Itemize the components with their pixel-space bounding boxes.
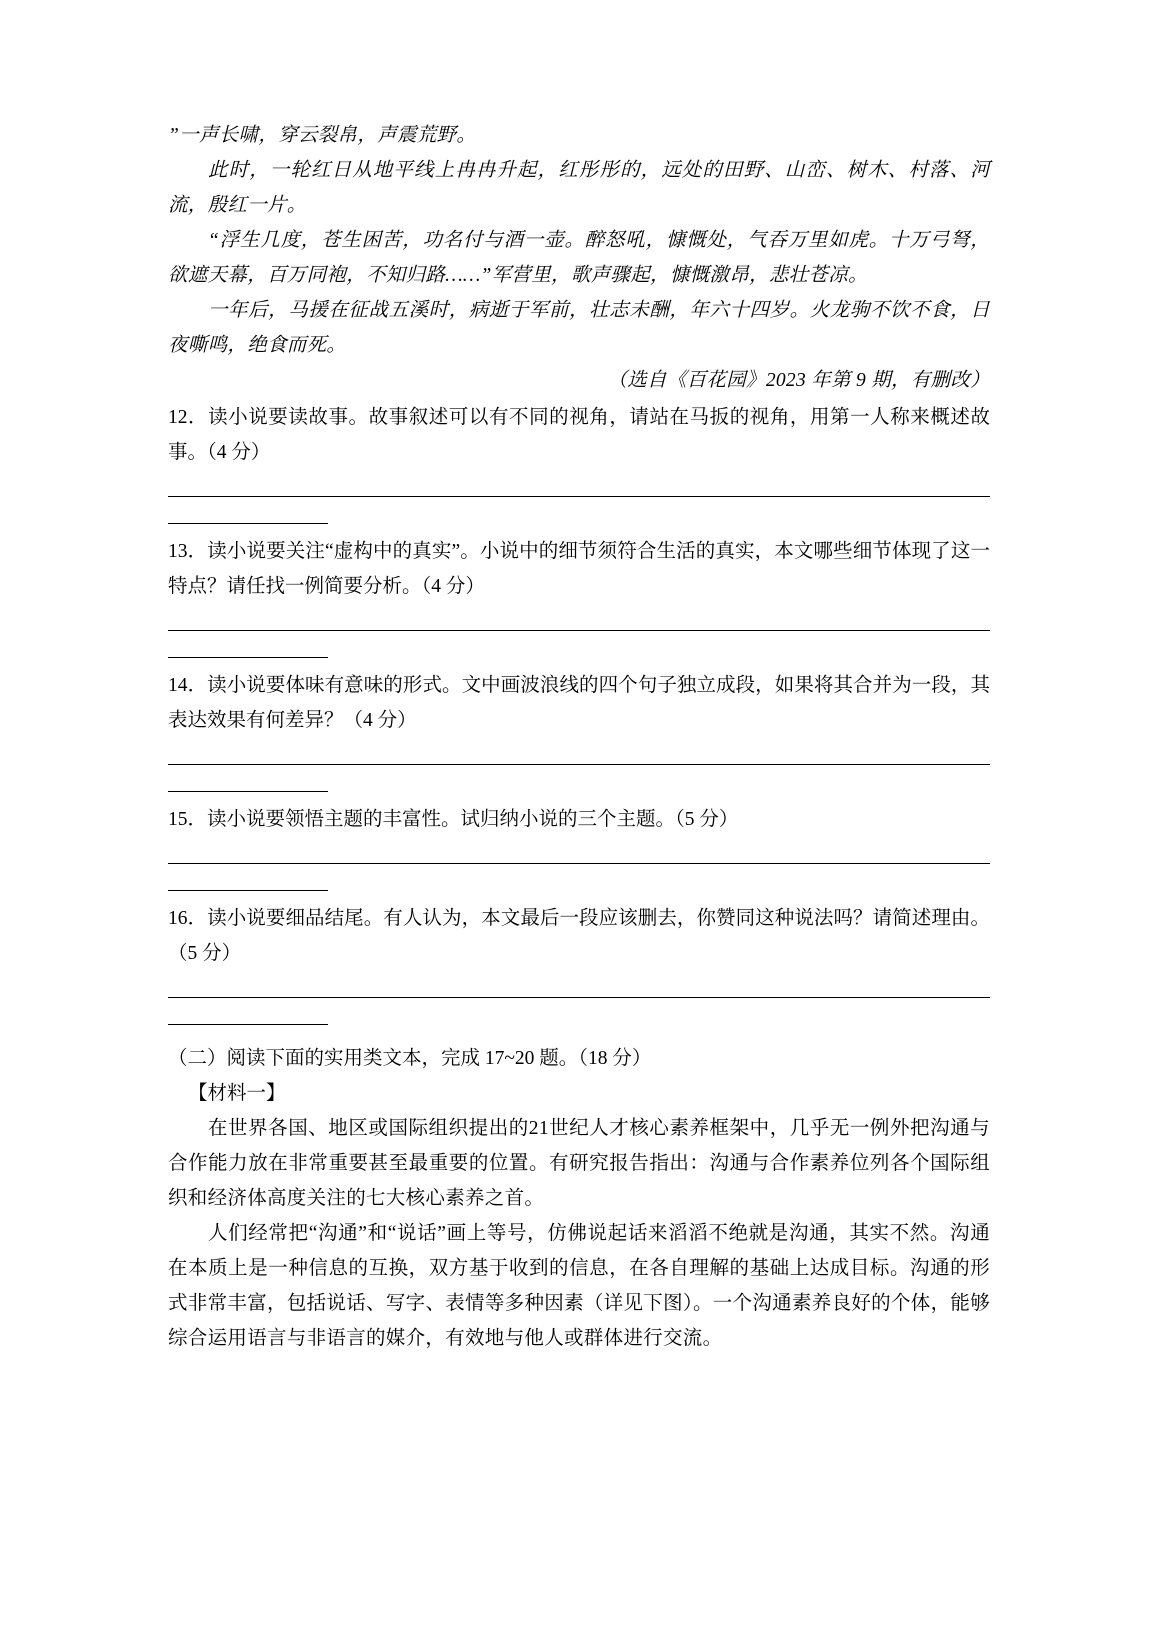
question-16 (168, 901, 990, 1025)
question-15-text (168, 802, 990, 837)
question-14 (168, 668, 990, 792)
answer-line[interactable] (168, 863, 990, 864)
spacer (168, 524, 990, 532)
question-13 (168, 534, 990, 658)
question-16-number: 16． (168, 908, 208, 929)
answer-line[interactable] (168, 764, 990, 765)
question-16-text (168, 901, 990, 971)
question-12 (168, 400, 990, 524)
question-15-answer-area[interactable] (168, 863, 990, 891)
section-2-heading: （二）阅读下面的实用类文本，完成 17~20 题。（18 分） (168, 1048, 652, 1069)
excerpt-paragraph-3: 一年后，马援在征战五溪时，病逝于军前，壮志未酬，年六十四岁。火龙驹不饮不食，日夜嘶鸣，绝食而死。 (168, 300, 990, 356)
question-16-body: 读小说要细品结尾。有人认为，本文最后一段应该删去，你赞同这种说法吗？请简述理由。（5 分） (168, 908, 990, 964)
question-13-body: 读小说要关注“虚构中的真实”。小说中的细节须符合生活的真实，本文哪些细节体现了这一特点？请任找一例简要分析。（4 分） (168, 541, 990, 597)
spacer (168, 891, 990, 899)
question-16-answer-area[interactable] (168, 997, 990, 1025)
question-12-number: 12． (168, 407, 209, 428)
question-14-number: 14． (168, 675, 208, 696)
page-content (168, 118, 990, 1356)
question-14-text (168, 668, 990, 738)
material-one-paragraph-1: 在世界各国、地区或国际组织提出的21世纪人才核心素养框架中，几乎无一例外把沟通与合作能力放在非常重要甚至最重要的位置。有研究报告指出：沟通与合作素养位列各个国际组织和经济体高度关注的七大核心素养之首。 (168, 1118, 990, 1209)
excerpt-paragraph-1: 此时，一轮红日从地平线上冉冉升起，红彤彤的，远处的田野、山峦、树木、村落、河流，殷红一片。 (168, 160, 990, 216)
question-15-number: 15． (168, 809, 208, 830)
answer-line[interactable] (168, 630, 990, 631)
question-12-body: 读小说要读故事。故事叙述可以有不同的视角，请站在马扳的视角，用第一人称来概述故事。（4 分） (168, 407, 990, 463)
question-15 (168, 802, 990, 891)
excerpt-paragraph-2: “浮生几度，苍生困苦，功名付与酒一壶。醉怒吼，慷慨处，气吞万里如虎。十万弓弩，欲遮天幕，百万同袍，不知归路……”军营里，歌声骤起，慷慨激昂，悲壮苍凉。 (168, 230, 990, 286)
question-13-text (168, 534, 990, 604)
question-14-body: 读小说要体味有意味的形式。文中画波浪线的四个句子独立成段，如果将其合并为一段，其表达效果有何差异？（4 分） (168, 675, 990, 731)
question-13-number: 13． (168, 541, 208, 562)
material-one-paragraph-2: 人们经常把“沟通”和“说话”画上等号，仿佛说起话来滔滔不绝就是沟通，其实不然。沟通在本质上是一种信息的互换，双方基于收到的信息，在各自理解的基础上达成目标。沟通的形式非常丰富，包括说话、写字、表情等多种因素（详见下图）。一个沟通素养良好的个体，能够综合运用语言与非语言的媒介，有效地与他人或群体进行交流。 (168, 1223, 990, 1349)
spacer (168, 658, 990, 666)
spacer (168, 792, 990, 800)
question-15-body: 读小说要领悟主题的丰富性。试归纳小说的三个主题。（5 分） (207, 809, 739, 830)
question-12-text (168, 400, 990, 470)
material-one-label: 【材料一】 (188, 1083, 286, 1104)
question-14-answer-area[interactable] (168, 764, 990, 792)
answer-line[interactable] (168, 496, 990, 497)
excerpt-source: （选自《百花园》2023 年第 9 期，有删改） (607, 370, 990, 391)
spacer (168, 1025, 990, 1041)
question-13-answer-area[interactable] (168, 630, 990, 658)
answer-line[interactable] (168, 997, 990, 998)
excerpt-line-1: ”一声长啸，穿云裂帛，声震荒野。 (168, 125, 477, 146)
question-12-answer-area[interactable] (168, 496, 990, 524)
